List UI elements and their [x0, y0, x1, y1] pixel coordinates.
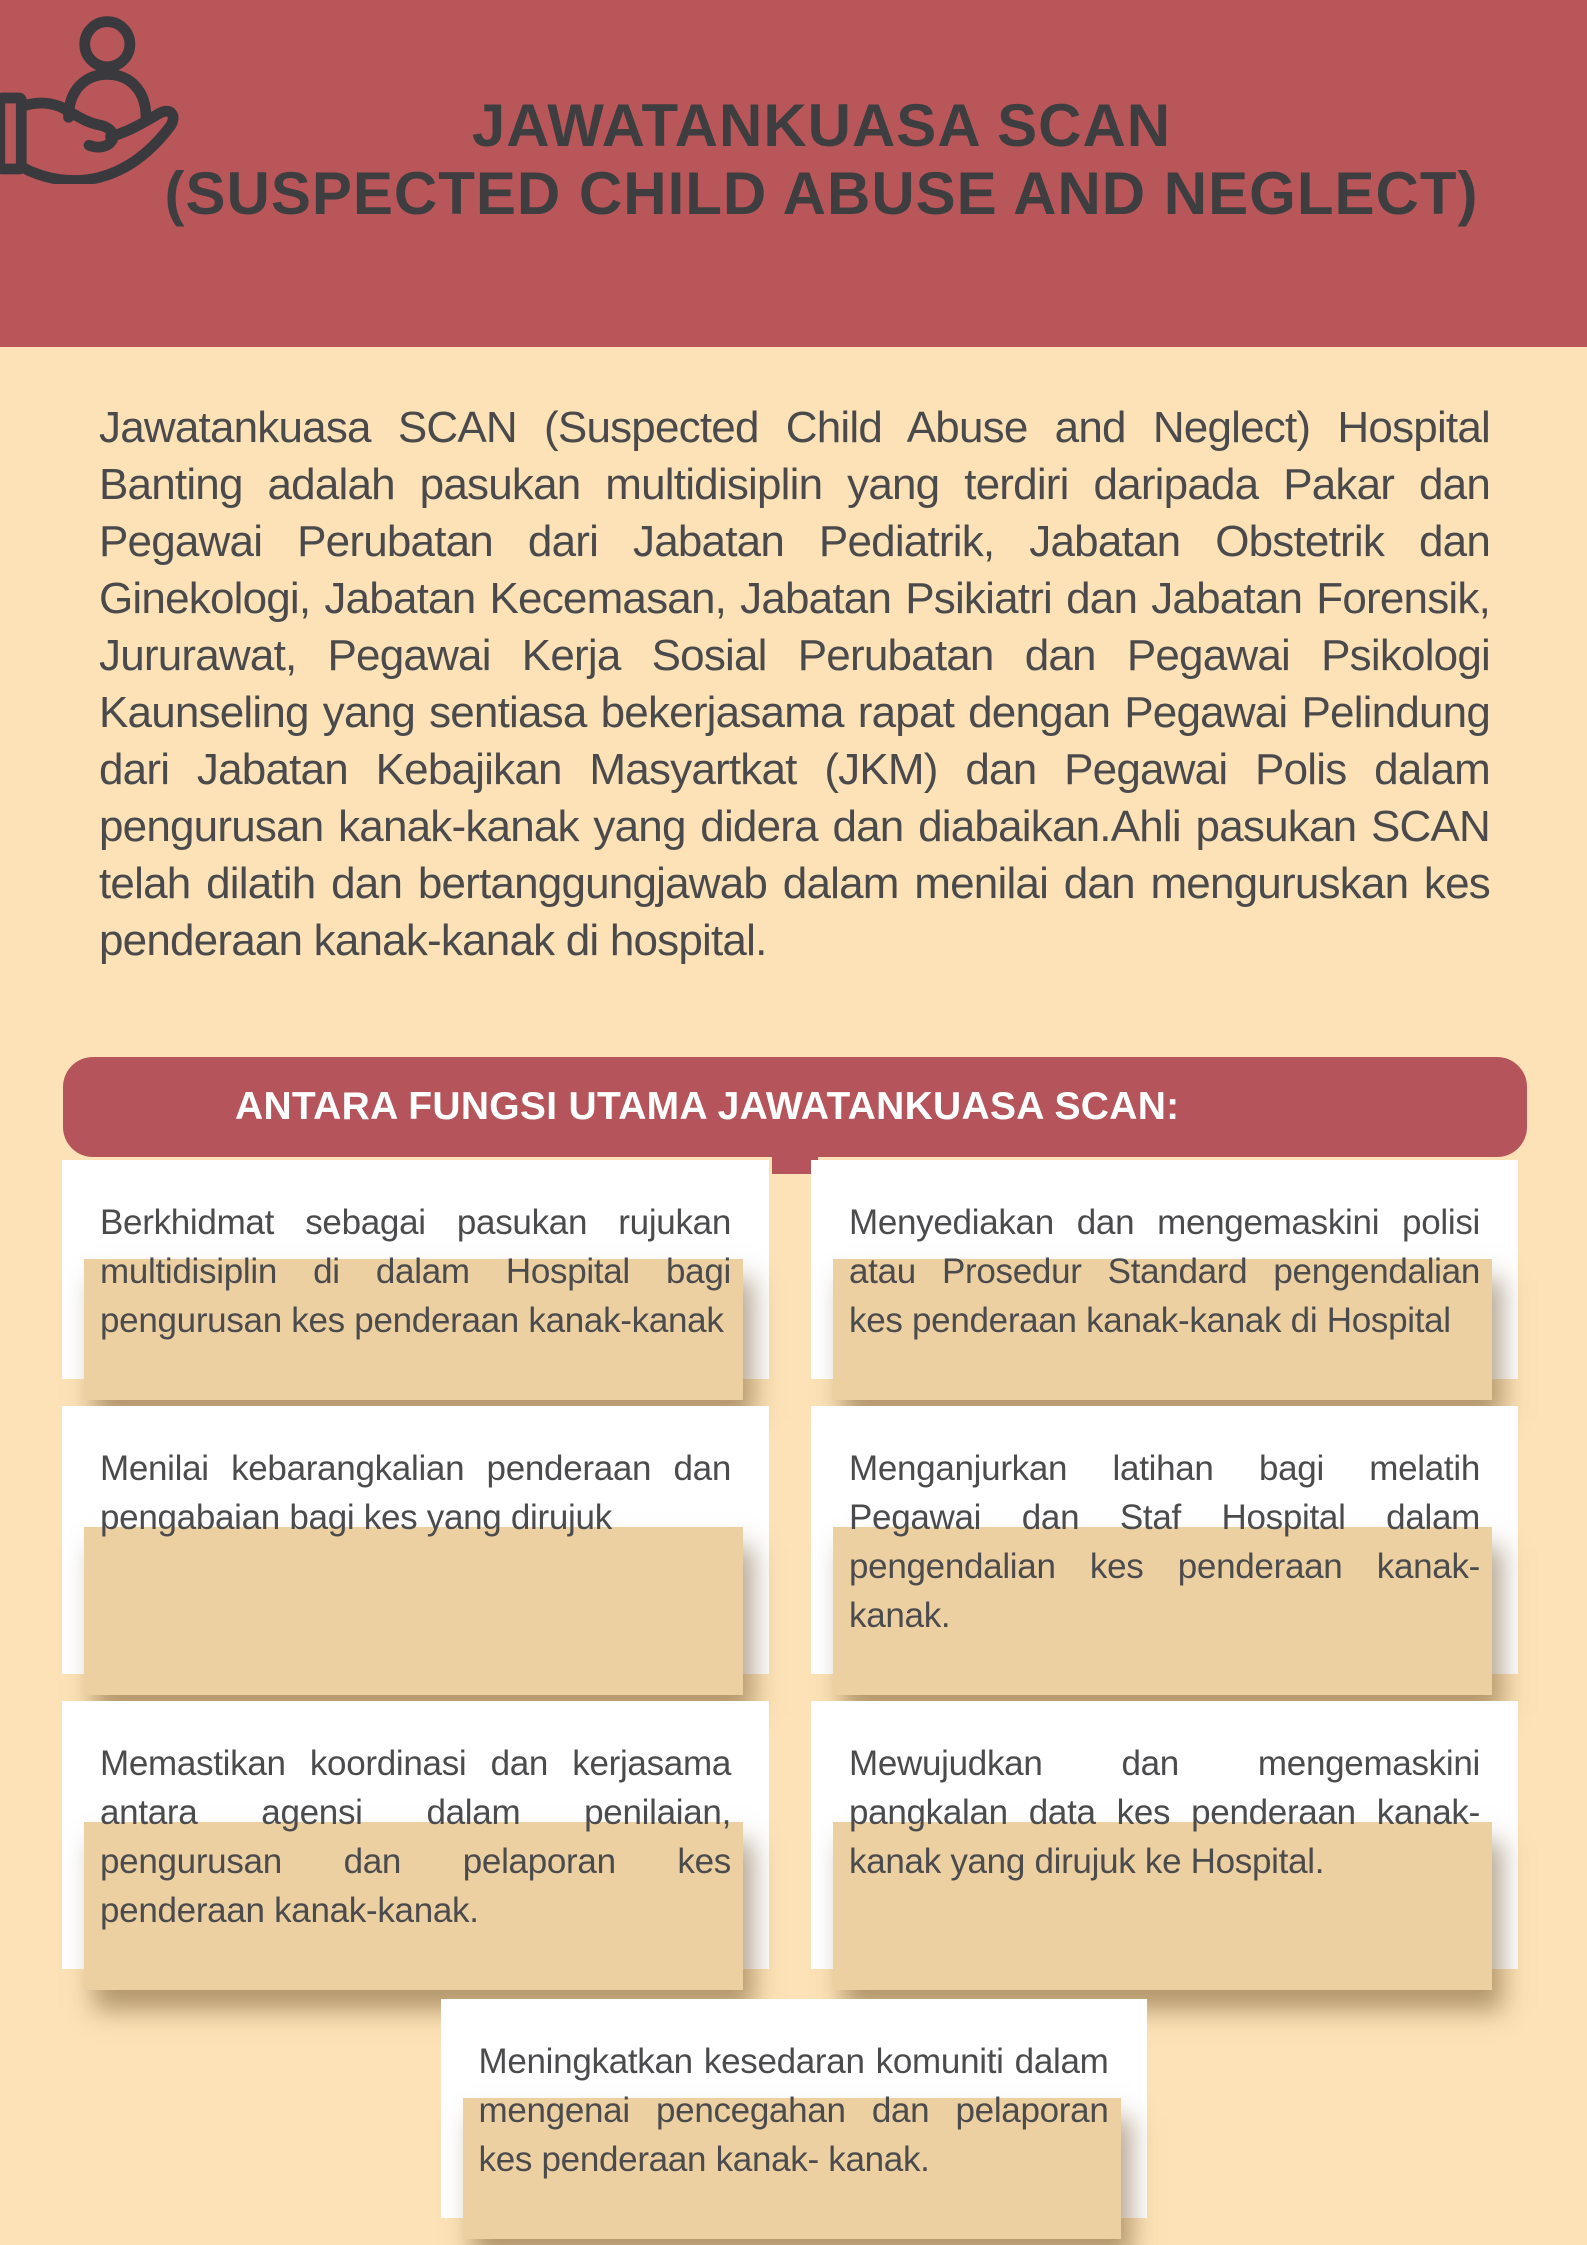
functions-heading-text: ANTARA FUNGSI UTAMA JAWATANKUASA SCAN:: [235, 1085, 1180, 1128]
function-card-1-text: Berkhidmat sebagai pasukan rujukan multidisiplin di dalam Hospital bagi pengurusan kes penderaan kanak-kanak: [100, 1203, 731, 1340]
function-card-6: [811, 1701, 1518, 1969]
hand-holding-person-icon: [0, 12, 212, 184]
function-card-7-text: Meningkatkan kesedaran komuniti dalam mengenai pencegahan dan pelaporan kes penderaan kanak- kanak.: [478, 2042, 1109, 2179]
function-card-3: [62, 1406, 769, 1674]
function-card-2: [811, 1160, 1518, 1379]
function-card-3-text: Menilai kebarangkalian penderaan dan pengabaian bagi kes yang dirujuk: [100, 1449, 731, 1537]
functions-heading-banner: [63, 1057, 1527, 1157]
function-card-6-text: Mewujudkan dan mengemaskini pangkalan data kes penderaan kanak-kanak yang dirujuk ke Hospital.: [849, 1744, 1480, 1881]
person-shoulders: [69, 74, 146, 117]
hand-thumb: [21, 103, 113, 147]
intro-paragraph: Jawatankuasa SCAN (Suspected Child Abuse and Neglect) Hospital Banting adalah pasukan multidisiplin yang terdiri daripada Pakar dan Pegawai Perubatan dari Jabatan Pediatrik, Jabatan Obstetrik dan Ginekologi, Jabatan Kecemasan, Jabatan Psikiatri dan Jabatan Forensik, Jururawat, Pegawai Kerja Sosial Perubatan dan Pegawai Psikologi Kaunseling yang sentiasa bekerjasama rapat dengan Pegawai Pelindung dari Jabatan Kebajikan Masyartkat (JKM) dan Pegawai Polis dalam pengurusan kanak-kanak yang didera dan diabaikan.Ahli pasukan SCAN telah dilatih dan bertanggungjawab dalam menilai dan menguruskan kes penderaan kanak-kanak di hospital.: [99, 403, 1490, 965]
function-card-5-text: Memastikan koordinasi dan kerjasama antara agensi dalam penilaian, pengurusan dan pelaporan kes penderaan kanak-kanak.: [100, 1744, 731, 1930]
page-title: [0, 0, 1587, 228]
function-card-1: [62, 1160, 769, 1379]
page-title-line1: JAWATANKUASA SCAN: [471, 92, 1172, 159]
function-card-7: [441, 1999, 1147, 2218]
function-card-2-text: Menyediakan dan mengemaskini polisi atau Prosedur Standard pengendalian kes penderaan kanak-kanak di Hospital: [849, 1203, 1480, 1340]
page-title-line2: (SUSPECTED CHILD ABUSE AND NEGLECT): [164, 160, 1479, 227]
function-card-4-text: Menganjurkan latihan bagi melatih Pegawai dan Staf Hospital dalam pengendalian kes penderaan kanak-kanak.: [849, 1449, 1480, 1635]
person-head: [85, 22, 130, 67]
functions-card-grid: [62, 1160, 1518, 1969]
function-card-4: [811, 1406, 1518, 1674]
function-card-5: [62, 1701, 769, 1969]
header-banner: [0, 0, 1587, 347]
